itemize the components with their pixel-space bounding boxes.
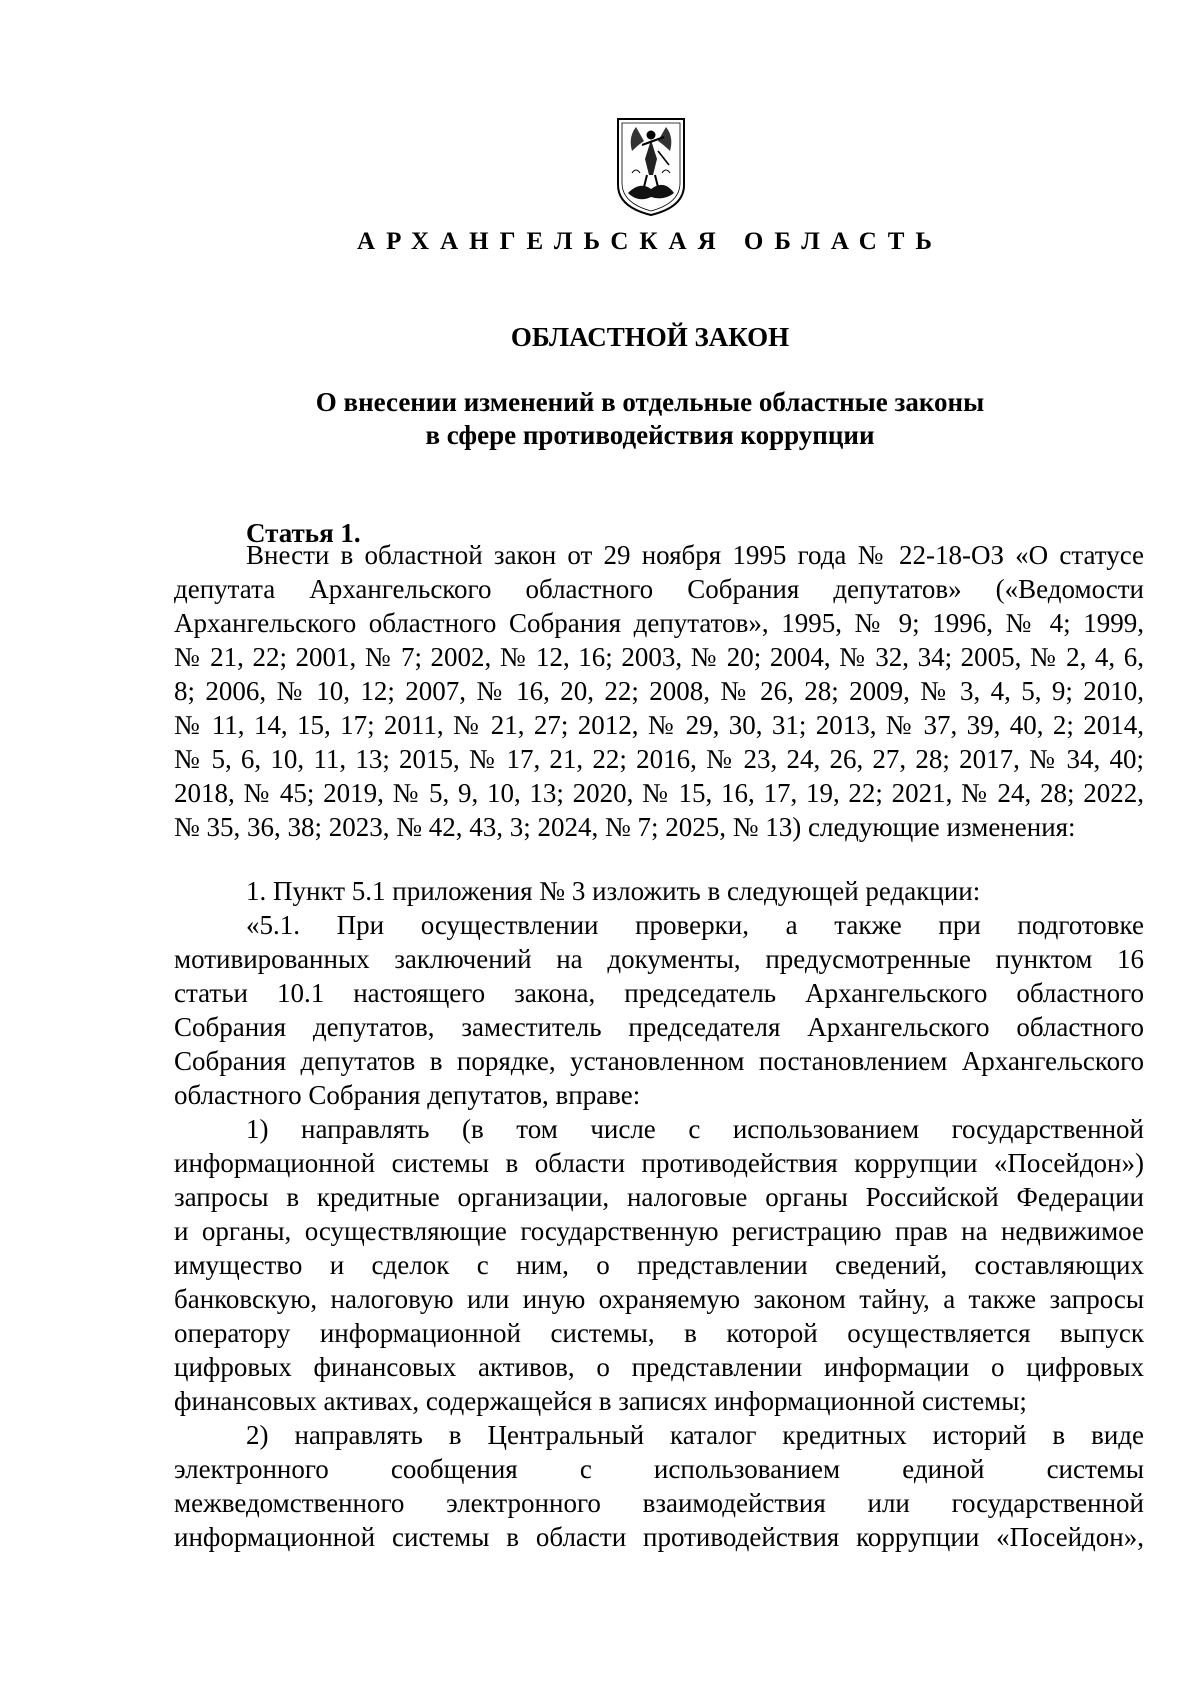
paragraph-line: № 21, 22; 2001, № 7; 2002, № 12, 16; 2003, № 20; 2004, № 32, 34; 2005, № 2, 4, 6, — [174, 642, 1144, 672]
article-heading: Статья 1. — [246, 518, 361, 548]
paragraph-line: цифровых финансовых активов, о представлении информации о цифровых — [174, 1352, 1144, 1382]
paragraph-line: статьи 10.1 настоящего закона, председатель Архангельского областного — [174, 978, 1144, 1008]
paragraph-line: Собрания депутатов, заместитель председателя Архангельского областного — [174, 1012, 1144, 1042]
paragraph-line: № 35, 36, 38; 2023, № 42, 43, 3; 2024, № 7; 2025, № 13) следующие изменения: — [174, 812, 1076, 842]
paragraph-line: Архангельского областного Собрания депутатов», 1995, № 9; 1996, № 4; 1999, — [174, 608, 1144, 638]
paragraph-line: мотивированных заключений на документы, предусмотренные пунктом 16 — [174, 944, 1144, 974]
paragraph-line: 1. Пункт 5.1 приложения № 3 изложить в следующей редакции: — [246, 876, 981, 906]
paragraph-line: запросы в кредитные организации, налоговые органы Российской Федерации — [174, 1182, 1144, 1212]
law-title-line: в сфере противодействия коррупции — [425, 420, 875, 450]
paragraph-line: информационной системы в области противодействия коррупции «Посейдон») — [174, 1148, 1144, 1178]
paragraph-line: 8; 2006, № 10, 12; 2007, № 16, 20, 22; 2008, № 26, 28; 2009, № 3, 4, 5, 9; 2010, — [174, 676, 1144, 706]
paragraph-line: имущество и сделок с ним, о представлении сведений, составляющих — [174, 1250, 1144, 1280]
paragraph-line: «5.1. При осуществлении проверки, а также при подготовке — [246, 910, 1144, 940]
paragraph-line: 2) направлять в Центральный каталог кредитных историй в виде — [246, 1420, 1144, 1450]
law-title — [0, 386, 1200, 452]
paragraph-line: депутата Архангельского областного Собрания депутатов» («Ведомости — [174, 574, 1144, 604]
paragraph-line: 1) направлять (в том числе с использованием государственной — [246, 1114, 1144, 1144]
paragraph-line: оператору информационной системы, в которой осуществляется выпуск — [174, 1318, 1144, 1348]
paragraph-line: межведомственного электронного взаимодействия или государственной — [174, 1488, 1144, 1518]
document-type-heading: ОБЛАСТНОЙ ЗАКОН — [510, 322, 790, 352]
coat-of-arms-emblem — [614, 115, 688, 217]
paragraph-line: финансовых активах, содержащейся в записях информационной системы; — [174, 1386, 1027, 1416]
paragraph-line: № 5, 6, 10, 11, 13; 2015, № 17, 21, 22; 2016, № 23, 24, 26, 27, 28; 2017, № 34, 40; — [174, 744, 1144, 774]
paragraph-line: банковскую, налоговую или иную охраняемую законом тайну, а также запросы — [174, 1284, 1144, 1314]
paragraph-line: № 11, 14, 15, 17; 2011, № 21, 27; 2012, № 29, 30, 31; 2013, № 37, 39, 40, 2; 2014, — [174, 710, 1144, 740]
paragraph-line: Внести в областной закон от 29 ноября 1995 года № 22-18-ОЗ «О статусе — [246, 540, 1144, 570]
paragraph-line: и органы, осуществляющие государственную регистрацию прав на недвижимое — [174, 1216, 1144, 1246]
region-name: АРХАНГЕЛЬСКАЯ ОБЛАСТЬ — [357, 228, 943, 255]
paragraph-line: Собрания депутатов в порядке, установленном постановлением Архангельского — [174, 1046, 1144, 1076]
paragraph-line: 2018, № 45; 2019, № 5, 9, 10, 13; 2020, № 15, 16, 17, 19, 22; 2021, № 24, 28; 2022, — [174, 778, 1144, 808]
law-title-line: О внесении изменений в отдельные областные законы — [315, 387, 985, 417]
paragraph-line: электронного сообщения с использованием единой системы — [174, 1454, 1144, 1484]
paragraph-line: информационной системы в области противодействия коррупции «Посейдон», — [174, 1522, 1144, 1552]
paragraph-line: областного Собрания депутатов, вправе: — [174, 1080, 641, 1110]
